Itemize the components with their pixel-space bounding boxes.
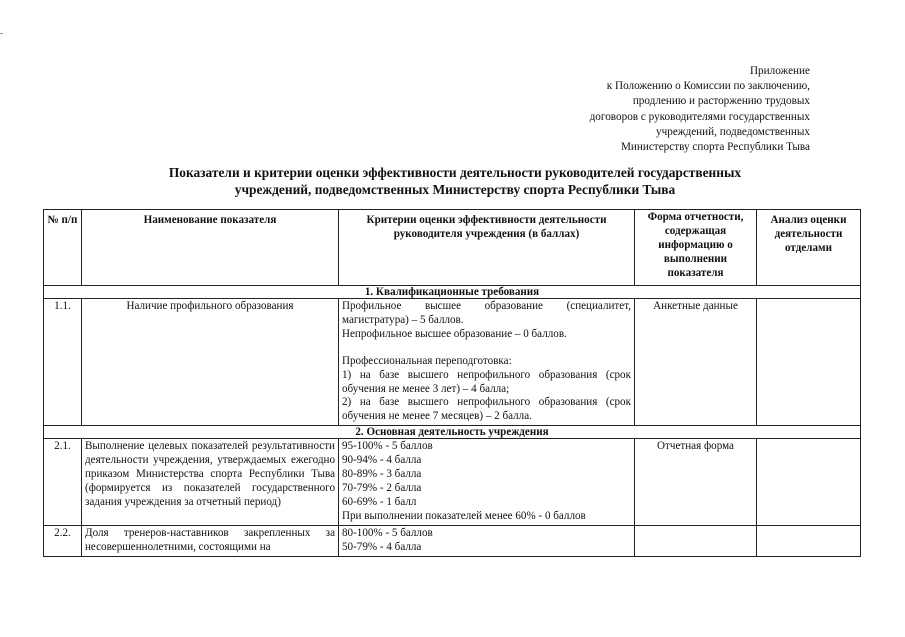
row-analysis: [757, 299, 861, 426]
appendix-line: продлению и расторжению трудовых: [632, 95, 810, 108]
row-criteria: [339, 439, 635, 525]
row-indicator: Наличие профильного образования: [82, 299, 339, 426]
criteria-line: 2) на базе высшего непрофильного образования (срок обучения не менее 7 месяцев) – 2 балла.: [342, 396, 631, 423]
row-report-form: [635, 525, 757, 556]
header-analysis: Анализ оценки деятельности отделами: [757, 210, 861, 286]
row-criteria: [339, 299, 635, 426]
appendix-note: [540, 64, 810, 155]
header-num: № п/п: [44, 210, 82, 286]
row-num: 2.1.: [44, 439, 82, 525]
criteria-line: 90-94% - 4 балла: [342, 454, 422, 467]
appendix-line: учреждений, подведомственных: [656, 125, 810, 138]
criteria-line: Непрофильное высшее образование – 0 баллов.: [342, 327, 567, 340]
criteria-line: 1) на базе высшего непрофильного образования (срок обучения не менее 3 лет) – 4 балла;: [342, 368, 631, 395]
row-criteria: [339, 525, 635, 556]
header-indicator: Наименование показателя: [82, 210, 339, 286]
criteria-table: [43, 209, 861, 557]
criteria-line: 95-100% - 5 баллов: [342, 440, 433, 453]
row-analysis: [757, 525, 861, 556]
row-num: 2.2.: [44, 525, 82, 556]
section-title: 1. Квалификационные требования: [44, 286, 861, 299]
row-analysis: [757, 439, 861, 525]
appendix-line: к Положению о Комиссии по заключению,: [606, 80, 810, 93]
table-row: [44, 299, 861, 426]
criteria-line: Профессиональная переподготовка:: [342, 354, 512, 367]
document-title: [110, 164, 800, 198]
header-criteria: Критерии оценки эффективности деятельности руководителя учреждения (в баллах): [339, 210, 635, 286]
table-row: [44, 439, 861, 525]
row-num: 1.1.: [44, 299, 82, 426]
criteria-spacer: [342, 342, 631, 355]
criteria-line: 60-69% - 1 балл: [342, 495, 417, 508]
section-title: 2. Основная деятельность учреждения: [44, 426, 861, 439]
criteria-line: 80-89% - 3 балла: [342, 468, 422, 481]
title-line-1: Показатели и критерии оценки эффективности деятельности руководителей государственных: [168, 165, 742, 180]
appendix-line: договоров с руководителями государственных: [589, 110, 810, 123]
scan-edge-mark: [0, 33, 3, 34]
table-row: [44, 525, 861, 556]
section-row: [44, 286, 861, 299]
row-report-form: Отчетная форма: [635, 439, 757, 525]
title-line-2: учреждений, подведомственных Министерству спорта Республики Тыва: [234, 182, 676, 197]
criteria-line: При выполнении показателей менее 60% - 0 баллов: [342, 509, 586, 522]
criteria-line: 80-100% - 5 баллов: [342, 526, 433, 539]
criteria-line: 50-79% - 4 балла: [342, 540, 422, 553]
appendix-line: Приложение: [749, 65, 810, 77]
row-report-form: Анкетные данные: [635, 299, 757, 426]
criteria-line: Профильное высшее образование (специалитет, магистратура) – 5 баллов.: [342, 300, 631, 326]
table-header-row: [44, 210, 861, 286]
section-row: [44, 426, 861, 439]
criteria-line: 70-79% - 2 балла: [342, 481, 422, 494]
appendix-line: Министерству спорта Республики Тыва: [620, 141, 810, 154]
row-indicator: Доля тренеров-наставников закрепленных за несовершеннолетними, состоящими на: [82, 525, 339, 556]
header-report-form: Форма отчетности, содержащая информацию о выполнении показателя: [635, 210, 757, 286]
row-indicator: Выполнение целевых показателей результативности деятельности учреждения, утверждаемых ежегодно приказом Министерства спорта Республики Тыва (формируется из показателей государственного задания учреждения за отчетный период): [82, 439, 339, 525]
